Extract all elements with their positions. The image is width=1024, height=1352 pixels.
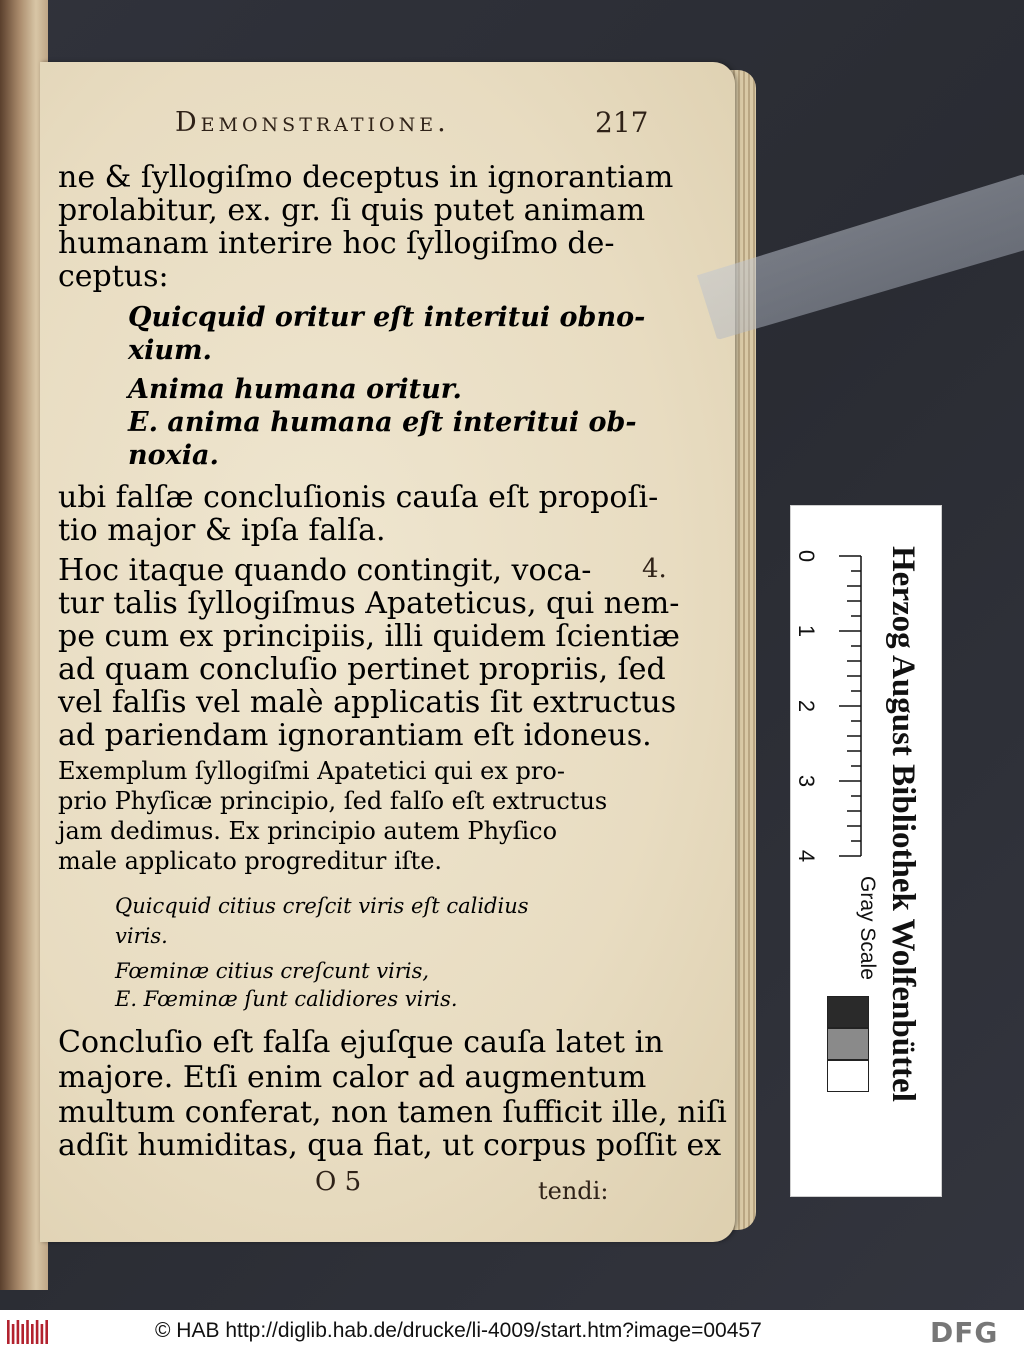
running-head: Demonstratione. [175, 107, 450, 138]
ruler [791, 506, 891, 1196]
text-line: tio major & ipſa falſa. [58, 513, 386, 548]
text-line: vel falſis vel malè applicatis ſit extructus [58, 685, 677, 720]
ruler-tick-label: 3 [794, 774, 819, 788]
text-line: prio Phyſicæ principio, ſed falſo eſt extructus [58, 787, 608, 815]
text-line: Quicquid citius creſcit viris eſt calidius [115, 894, 529, 918]
text-line: E. anima humana eſt interitui ob- [128, 407, 637, 438]
text-line: humanam interire hoc ſyllogiſmo de- [58, 226, 615, 261]
book-page [40, 62, 735, 1242]
library-name: Herzog August Bibliothek Wolfenbüttel [885, 546, 921, 1102]
text-line: multum conferat, non tamen ſufficit ille, niſi [58, 1095, 727, 1130]
gray-swatch-mid [827, 1028, 869, 1060]
hab-logo-bar [26, 1320, 29, 1344]
footer-bar [0, 1310, 1024, 1352]
text-line: Fœminæ citius creſcunt viris, [115, 959, 430, 983]
gray-swatch-dark [827, 996, 869, 1028]
copyright-link[interactable]: © HAB http://diglib.hab.de/drucke/li-4009/start.htm?image=00457 [155, 1319, 762, 1342]
hab-logo-icon [6, 1318, 50, 1346]
hab-logo-bar [7, 1320, 10, 1344]
hab-logo-bar [31, 1324, 34, 1344]
text-line: ad pariendam ignorantiam eſt idoneus. [58, 718, 652, 753]
hab-logo-bar [12, 1324, 15, 1344]
text-line: Quicquid oritur eſt interitui obno- [128, 302, 646, 333]
text-line: noxia. [128, 440, 219, 471]
text-line: tur talis ſyllogiſmus Apateticus, qui nem- [58, 586, 680, 621]
hab-logo-bar [45, 1320, 48, 1344]
text-line: xium. [128, 335, 212, 366]
text-line: viris. [115, 924, 168, 948]
text-line: E. Fœminæ ſunt calidiores viris. [115, 987, 458, 1011]
text-line: ad quam concluſio pertinet propriis, ſed [58, 652, 666, 687]
dfg-logo: DFG [930, 1316, 999, 1349]
text-line: majore. Etſi enim calor ad augmentum [58, 1060, 647, 1095]
ruler-tick-label: 0 [794, 549, 819, 563]
hab-logo-bar [17, 1320, 20, 1344]
text-line: ne & ſyllogiſmo deceptus in ignorantiam [58, 160, 674, 195]
gray-swatch-light [827, 1060, 869, 1092]
text-line: Hoc itaque quando contingit, voca- [58, 553, 592, 588]
catchword: tendi: [538, 1177, 609, 1205]
text-line: adſit humiditas, qua fiat, ut corpus poſſit ex [58, 1128, 722, 1163]
ruler-tick-label: 4 [794, 849, 819, 863]
text-line: prolabitur, ex. gr. ſi quis putet animam [58, 193, 646, 228]
text-line: ceptus: [58, 259, 169, 294]
page-number: 217 [595, 106, 649, 139]
hab-logo-bar [21, 1324, 24, 1344]
hab-logo-bar [36, 1320, 39, 1344]
ruler-tick-label: 2 [794, 699, 819, 713]
text-line: Concluſio eſt falſa ejuſque cauſa latet in [58, 1025, 664, 1060]
text-line: pe cum ex principiis, illi quidem ſcientiæ [58, 619, 680, 654]
signature-mark: O 5 [315, 1167, 362, 1197]
marginal-number: 4. [642, 554, 667, 584]
text-line: Anima humana oritur. [128, 374, 462, 405]
text-line: jam dedimus. Ex principio autem Phyſico [58, 817, 558, 845]
scale-card [790, 505, 942, 1197]
gray-scale-label: Gray Scale [856, 876, 879, 980]
hab-logo-bar [41, 1324, 44, 1344]
text-line: male applicato progreditur iſte. [58, 847, 443, 875]
ruler-tick-label: 1 [794, 624, 819, 638]
text-line: Exemplum ſyllogiſmi Apatetici qui ex pro- [58, 757, 565, 785]
text-line: ubi falſæ concluſionis cauſa eſt propoſi- [58, 480, 659, 515]
